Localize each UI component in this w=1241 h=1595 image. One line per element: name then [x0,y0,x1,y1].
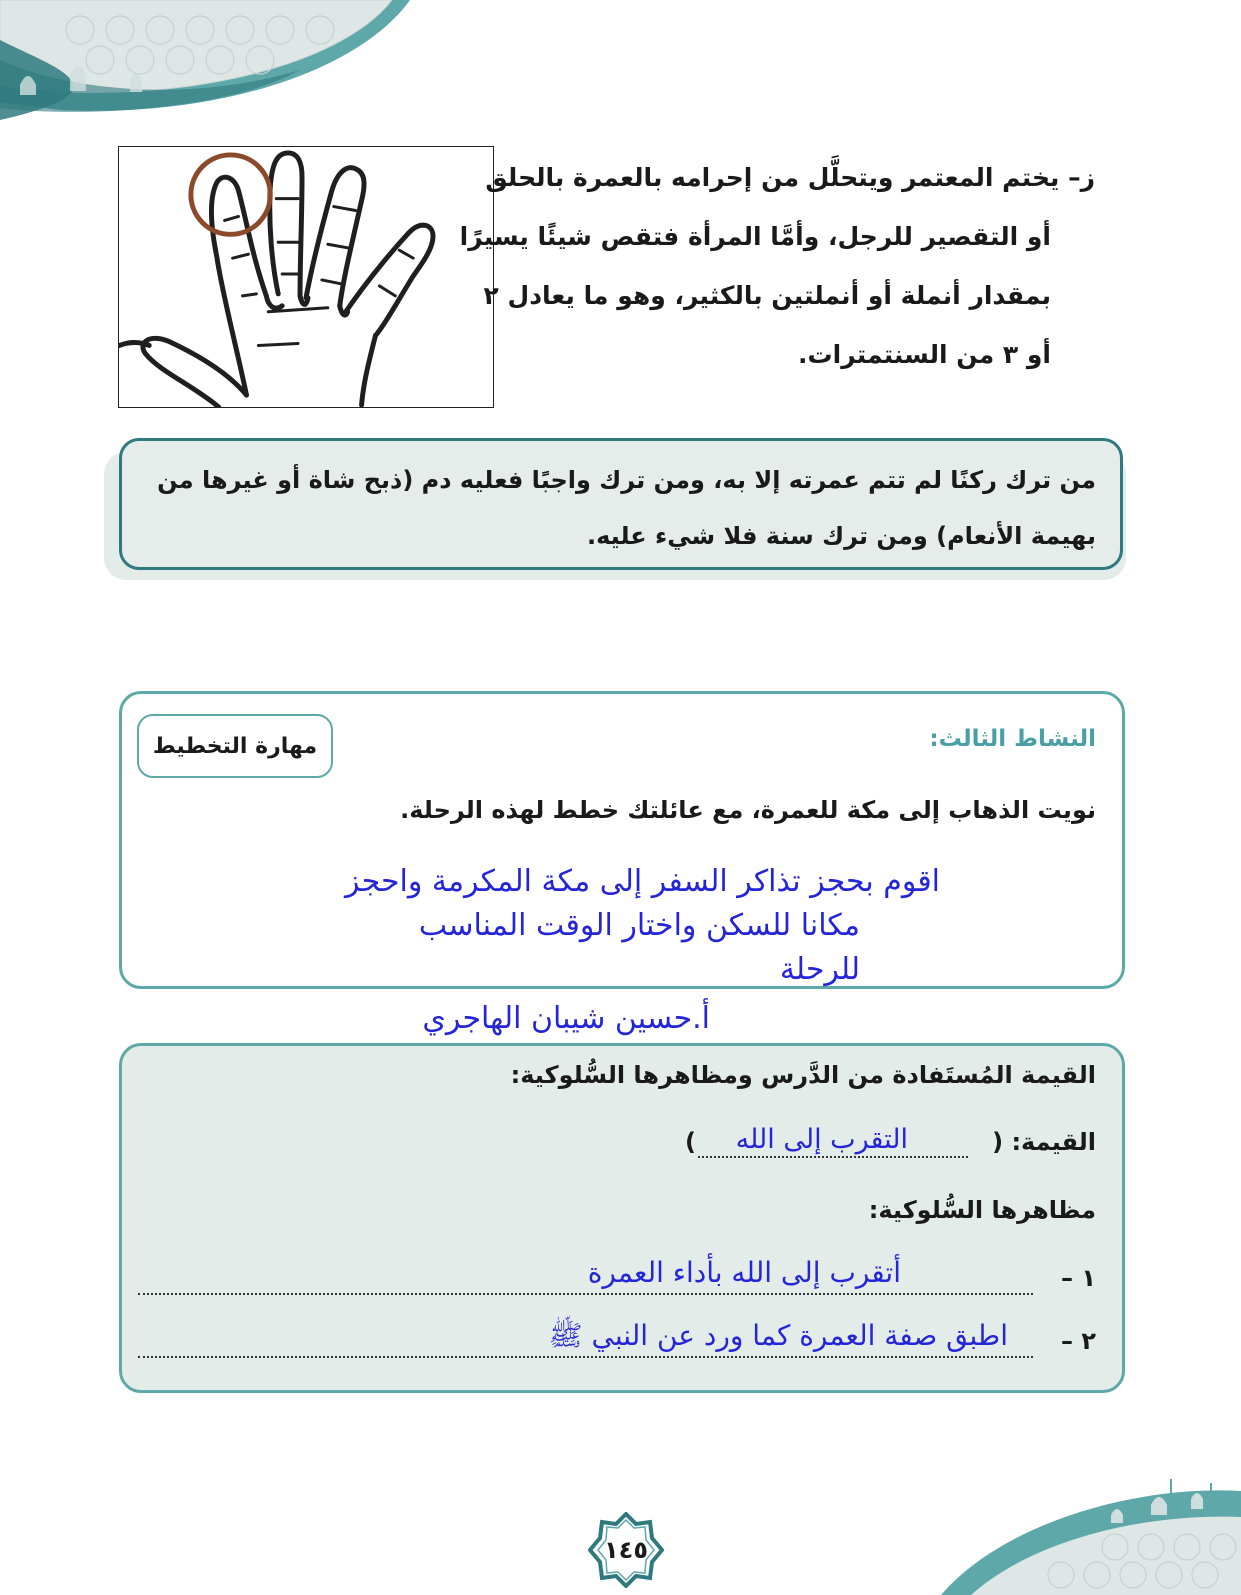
hand-illustration [118,146,494,408]
behavior-number: ١ – [1060,1264,1096,1292]
umrah-completion-paragraph [459,148,1095,384]
behavior-item [133,1319,1096,1367]
answer-line: اقوم بحجز تذاكر السفر إلى مكة المكرمة واحجز [345,864,940,899]
behavior-answer: اطبق صفة العمرة كما ورد عن النبي ﷺ [548,1319,1008,1352]
page-number: ١٤٥ [604,1536,648,1564]
teacher-signature: أ.حسين شيبان الهاجري [422,1001,710,1036]
answer-line: مكانا للسكن واختار الوقت المناسب للرحلة [418,908,860,987]
page-number-badge [588,1512,664,1588]
behavior-fill-line [138,1293,1033,1295]
values-heading: القيمة المُستَفادة من الدَّرس ومظاهرها السُّلوكية: [510,1061,1096,1089]
activity-title: النشاط الثالث: [929,726,1096,752]
activity-handwritten-answer [330,860,950,992]
value-answer: التقرب إلى الله [735,1124,908,1155]
intro-line: أو ٣ من السنتمترات. [798,340,1051,369]
decorative-corner-top-left [0,0,420,120]
value-fill-line [698,1156,968,1158]
activity-prompt: نويت الذهاب إلى مكة للعمرة، مع عائلتك خطط لهذه الرحلة. [400,796,1096,824]
behaviors-heading: مظاهرها السُّلوكية: [868,1196,1096,1224]
decorative-corner-bottom-right [901,1465,1241,1595]
behavior-number: ٢ – [1060,1327,1096,1355]
note-text: من ترك ركنًا لم تتم عمرته إلا به، ومن ترك واجبًا فعليه دم (ذبح شاة أو غيرها من بهيمة الأنعام) ومن ترك سنة فلا شيء عليه. [157,466,1096,550]
value-row [600,1124,1096,1168]
intro-line: أو التقصير للرجل، وأمَّا المرأة فتقص شيئًا يسيرًا [459,222,1051,251]
behavior-item [133,1256,1096,1304]
intro-line: بمقدار أنملة أو أنملتين بالكثير، وهو ما يعادل ٢ [483,281,1051,310]
value-close-paren: ) [685,1128,696,1156]
value-label: القيمة: ( [992,1128,1096,1156]
skill-badge: مهارة التخطيط [137,714,333,778]
behavior-answer: أتقرب إلى الله بأداء العمرة [587,1256,901,1289]
fingertip-highlight-circle [191,155,270,234]
intro-line: ز– يختم المعتمر ويتحلَّل من إحرامه بالعمرة بالحلق [485,163,1095,192]
